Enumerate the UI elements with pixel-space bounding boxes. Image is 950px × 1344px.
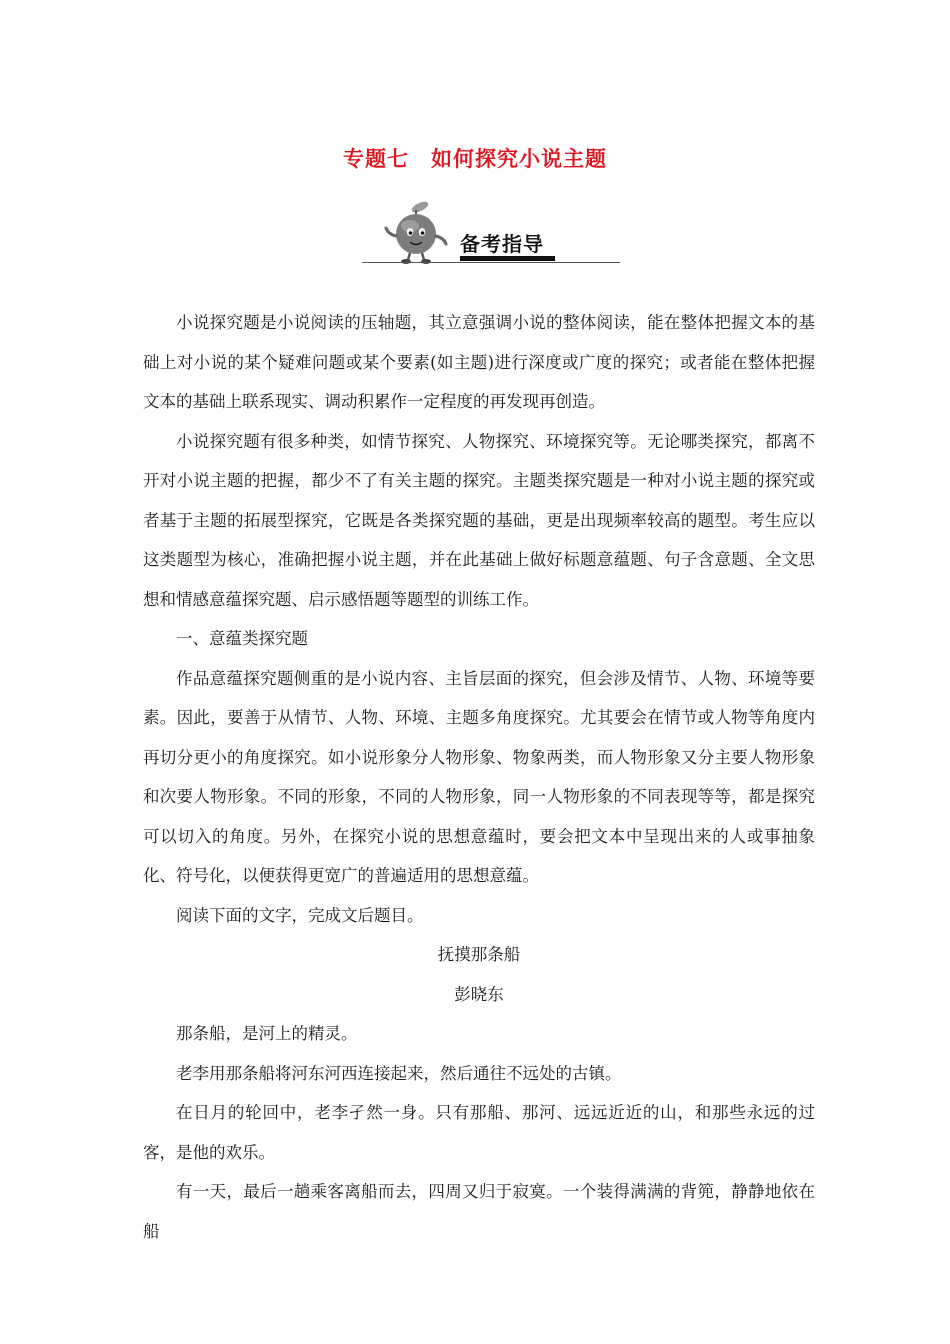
instruction-paragraph: 阅读下面的文字，完成文后题目。 — [176, 905, 424, 925]
banner-underline — [460, 256, 555, 261]
story-author: 彭晓东 — [454, 984, 504, 1004]
section-banner — [362, 198, 620, 268]
story-title: 抚摸那条船 — [437, 945, 521, 964]
intro-paragraph-3: 作品意蕴探究题侧重的是小说内容、主旨层面的探究，但会涉及情节、人物、环境等要素。因此，要善于从情节、人物、环境、主题多角度探究。尤其要会在情节或人物等角度内再切分更小的角度探究。如小说形象分人物形象、物象两类，而人物形象又分主要人物形象和次要人物形象。不同的形象，不同的人物形象，同一人物形象的不同表现等等，都是探究可以切入的角度。另外，在探究小说的思想意蕴时，要会把文本中呈现出来的人或事抽象化、符号化，以便获得更宽广的普遍适用的思想意蕴。 — [143, 668, 815, 885]
fruit-mascot-icon — [380, 198, 452, 266]
story-paragraph-1: 那条船，是河上的精灵。 — [176, 1024, 358, 1043]
story-paragraph-2: 老李用那条船将河东河西连接起来，然后通往不远处的古镇。 — [176, 1063, 622, 1083]
banner-label: 备考指导 — [460, 232, 544, 256]
intro-paragraph-2: 小说探究题有很多种类，如情节探究、人物探究、环境探究等。无论哪类探究，都离不开对小说主题的把握，都少不了有关主题的探究。主题类探究题是一种对小说主题的探究或者基于主题的拓展型探究，它既是各类探究题的基础，更是出现频率较高的题型。考生应以这类题型为核心，准确把握小说主题，并在此基础上做好标题意蕴题、句子含意题、全文思想和情感意蕴探究题、启示感悟题等题型的训练工作。 — [143, 431, 815, 609]
page-title: 专题七 如何探究小说主题 — [343, 147, 607, 171]
section-heading: 一、意蕴类探究题 — [176, 629, 308, 648]
story-paragraph-3: 在日月的轮回中，老李孑然一身。只有那船、那河、远远近近的山，和那些永远的过客，是他的欢乐。 — [143, 1103, 815, 1162]
document-body — [143, 303, 815, 1251]
banner-divider — [362, 262, 620, 263]
intro-paragraph-1: 小说探究题是小说阅读的压轴题，其立意强调小说的整体阅读，能在整体把握文本的基础上对小说的某个疑难问题或某个要素(如主题)进行深度或广度的探究；或者能在整体把握文本的基础上联系现实、调动积累作一定程度的再发现再创造。 — [143, 313, 815, 411]
story-paragraph-4: 有一天，最后一趟乘客离船而去，四周又归于寂寞。一个装得满满的背篼，静静地依在船 — [143, 1182, 815, 1241]
